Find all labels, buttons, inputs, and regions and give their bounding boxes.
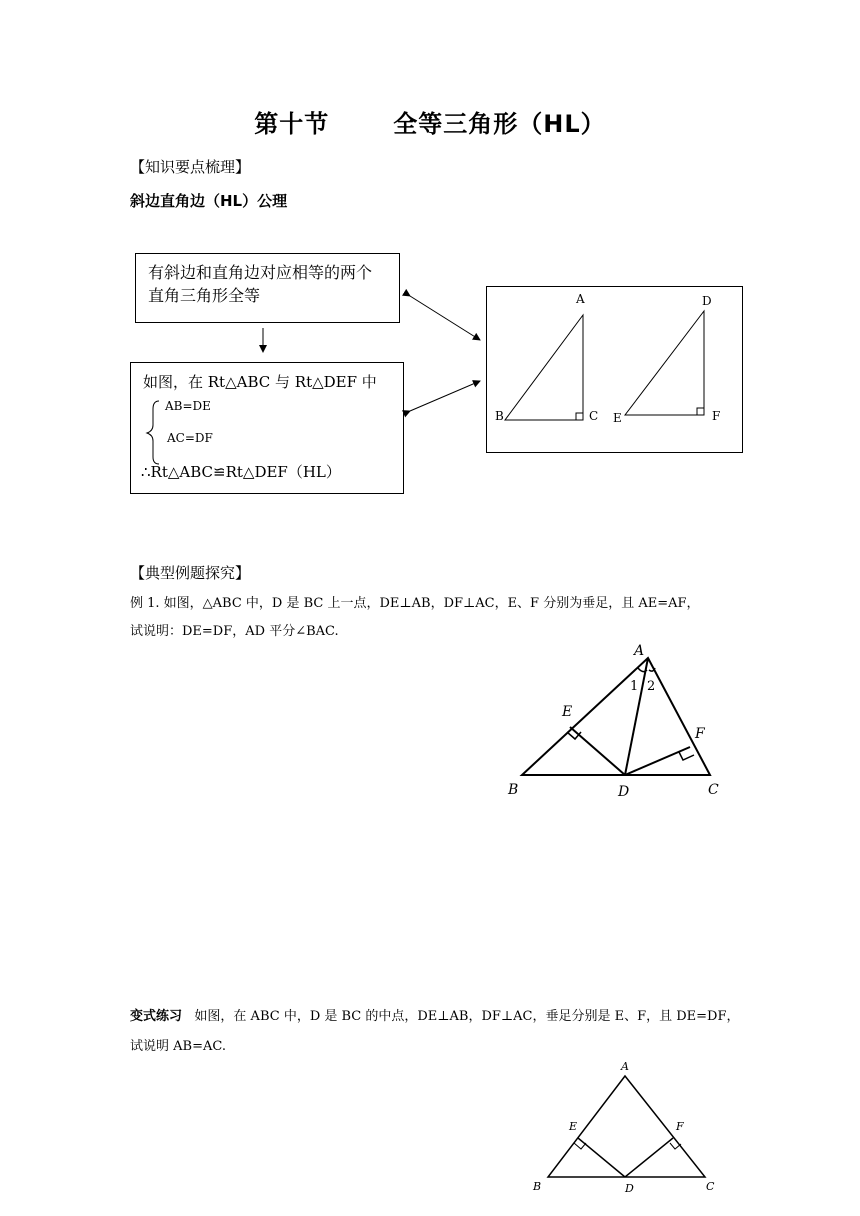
angle-label-2: 2 (647, 679, 656, 694)
segment-df-variant (625, 1138, 673, 1177)
example-intro: 如图，在 Rt△ABC 与 Rt△DEF 中 (143, 373, 377, 391)
label-d: D (702, 294, 712, 308)
variant-label: 变式练习 (130, 1009, 183, 1024)
fig2-label-e: E (562, 704, 573, 720)
example1-line1: 例 1. 如图，△ABC 中，D 是 BC 上一点，DE⊥AB，DF⊥AC，E、F 分别为垂足，且 AE=AF， (130, 596, 700, 611)
theorem-statement: 有斜边和直角边对应相等的两个直角三角形全等 (148, 263, 373, 305)
section-topic: 全等三角形（HL） (393, 110, 606, 138)
angle-label-1: 1 (630, 679, 639, 694)
variant-text: 如图，在 ABC 中，D 是 BC 的中点，DE⊥AB，DF⊥AC，垂足分别是 E、F，且 DE=DF， (194, 1009, 740, 1024)
fig2-label-f: F (695, 726, 705, 742)
label-b: B (495, 409, 504, 423)
fig2-label-c: C (708, 782, 719, 798)
variant-line2: 试说明 AB=AC. (130, 1039, 226, 1054)
label-e: E (613, 411, 622, 425)
label-f: F (712, 409, 721, 423)
fig3-label-b: B (533, 1180, 542, 1193)
fig2-label-a: A (634, 643, 645, 659)
examples-heading: 【典型例题探究】 (130, 564, 251, 582)
label-a: A (576, 292, 585, 306)
knowledge-heading: 【知识要点梳理】 (130, 158, 251, 176)
theorem-heading: 斜边直角边（HL）公理 (130, 192, 288, 210)
fig2-label-b: B (508, 782, 519, 798)
conclusion: ∴Rt△ABC≌Rt△DEF（HL） (141, 463, 341, 481)
fig3-label-c: C (706, 1180, 715, 1193)
example1-line2: 试说明：DE=DF，AD 平分∠BAC. (130, 624, 339, 639)
fig3-label-f: F (676, 1120, 684, 1133)
label-c: C (589, 409, 599, 423)
fig2-label-d: D (618, 784, 630, 800)
fig3-label-d: D (625, 1182, 634, 1195)
fig3-label-a: A (621, 1060, 629, 1073)
condition-ab-de: AB=DE (165, 399, 211, 413)
fig3-label-e: E (569, 1120, 578, 1133)
section-number: 第十节 (254, 110, 330, 138)
condition-ac-df: AC=DF (167, 431, 213, 445)
